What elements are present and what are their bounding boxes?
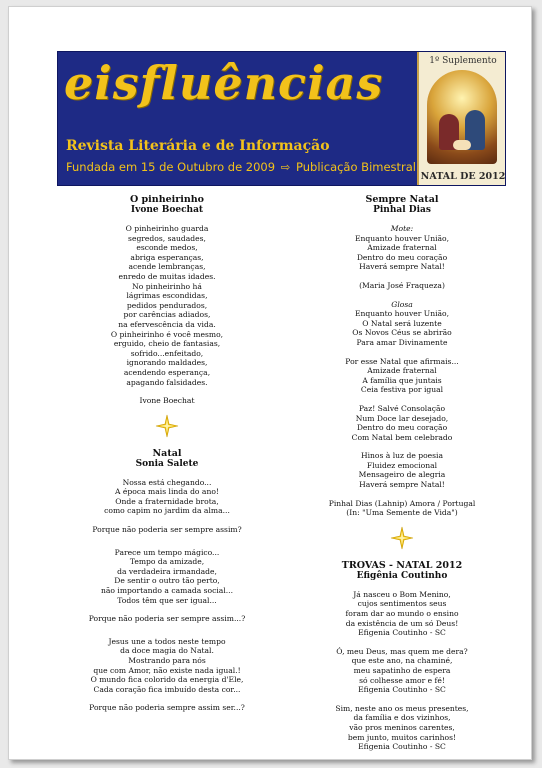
- star-icon: [390, 526, 414, 550]
- founded-line: [66, 160, 416, 174]
- poem-refrain: Porque não poderia ser sempre assim?: [92, 525, 242, 535]
- poem-stanza: Nossa está chegando... A época mais linda do ano! Onde a fraternidade brota, como capim no jardim da alma...: [104, 477, 230, 516]
- left-column: [61, 194, 273, 726]
- supplement-panel: [417, 52, 506, 185]
- poem-title: TROVAS - NATAL 2012: [341, 559, 463, 571]
- poem-author: Efigênia Coutinho: [356, 570, 448, 581]
- poem-stanza: Hinos à luz de poesia Fluidez emocional Mensageiro de alegria Haverá sempre Natal!: [358, 451, 446, 490]
- poem-stanza: Já nasceu o Bom Menino, cujos sentimentos seus foram dar ao mundo o ensino da existência de um só Deus! Efigenia Coutinho - SC: [345, 589, 459, 638]
- document-page: [8, 6, 532, 760]
- founded-text: Fundada em 15 de Outubro de 2009: [66, 160, 276, 174]
- publication-frequency: Publicação Bimestral: [296, 160, 417, 174]
- poem-stanza: Enquanto houver União, Amizade fraternal Dentro do meu coração Haverá sempre Natal!: [354, 233, 450, 272]
- masthead-title: eisfluências: [64, 56, 384, 110]
- poem-stanza: Enquanto houver União, O Natal será luzente Os Novos Céus se abrirão Para amar Divinamente: [352, 309, 452, 347]
- magazine-banner: [57, 51, 506, 186]
- poem-stanza: O pinheirinho guarda segredos, saudades, esconde medos, abriga esperanças, acende lembranças, enredo de muitas idades. No pinheirinho há lágrimas escondidas, pedidos pendurados, por carências adiados, na efervescência da vida. O pinheirinho é você mesmo, erguido, cheio de fantasias, sofrido...enfeitado, ignorando maldades, acendendo esperança, apagando falsidades.: [110, 224, 224, 387]
- poem-stanza: Parece um tempo mágico... Tempo da amizade, da verdadeira irmandade, De sentir o outro tão perto, não importando a camada social... Todos têm que ser igual...: [100, 547, 233, 605]
- star-icon: [155, 414, 179, 438]
- poem-stanza: Sim, neste ano os meus presentes, da família e dos vizinhos, vão pros meninos carentes, bem junto, muitos carinhos! Efigenia Coutinho - SC: [335, 703, 469, 752]
- nativity-image: [427, 70, 497, 164]
- magazine-subtitle: Revista Literária e de Informação: [66, 138, 330, 154]
- poem-title: Sempre Natal: [365, 194, 439, 205]
- poem-stanza: Ó, meu Deus, mas quem me dera? que este ano, na chaminé, meu sapatinho de espera só colhesse amor e fé! Efigenia Coutinho - SC: [336, 646, 468, 695]
- poem-stanza: Por esse Natal que afirmais... Amizade fraternal A família que juntais Ceia festiva por igual: [345, 356, 459, 395]
- glosa-label: Glosa: [391, 299, 413, 309]
- supplement-label: 1º Suplemento: [429, 56, 497, 66]
- supplement-date: NATAL DE 2012: [420, 171, 506, 182]
- poem-source: (In: "Uma Semente de Vida"): [346, 508, 458, 518]
- right-column: [299, 194, 505, 761]
- arrow-right-icon: ⇨: [280, 160, 291, 174]
- poem-title: Natal: [152, 447, 182, 459]
- poem-stanza: Paz! Salvé Consolação Num Doce lar desejado, Dentro do meu coração Com Natal bem celebrado: [351, 403, 453, 442]
- mote-label: Mote:: [390, 224, 414, 233]
- mote-credit: (Maria José Fraqueza): [359, 280, 445, 290]
- poem-author: Sonia Salete: [135, 458, 199, 469]
- poem-signature: Ivone Boechat: [139, 396, 195, 406]
- poem-author: Pinhal Dias: [373, 205, 431, 215]
- poem-refrain: Porque não poderia sempre assim ser...?: [89, 703, 245, 713]
- poem-refrain: Porque não poderia ser sempre assim...?: [88, 614, 246, 624]
- poem-author: Ivone Boechat: [130, 205, 204, 215]
- poem-signature: Pinhal Dias (Lahnip) Amora / Portugal: [328, 498, 476, 508]
- poem-title: O pinheirinho: [129, 194, 205, 205]
- poem-stanza: Jesus une a todos neste tempo da doce magia do Natal. Mostrando para nós que com Amor, não existe nada igual.! O mundo fica colorido da energia d'Ele, Cada coração fica imbuído desta cor...: [90, 636, 244, 694]
